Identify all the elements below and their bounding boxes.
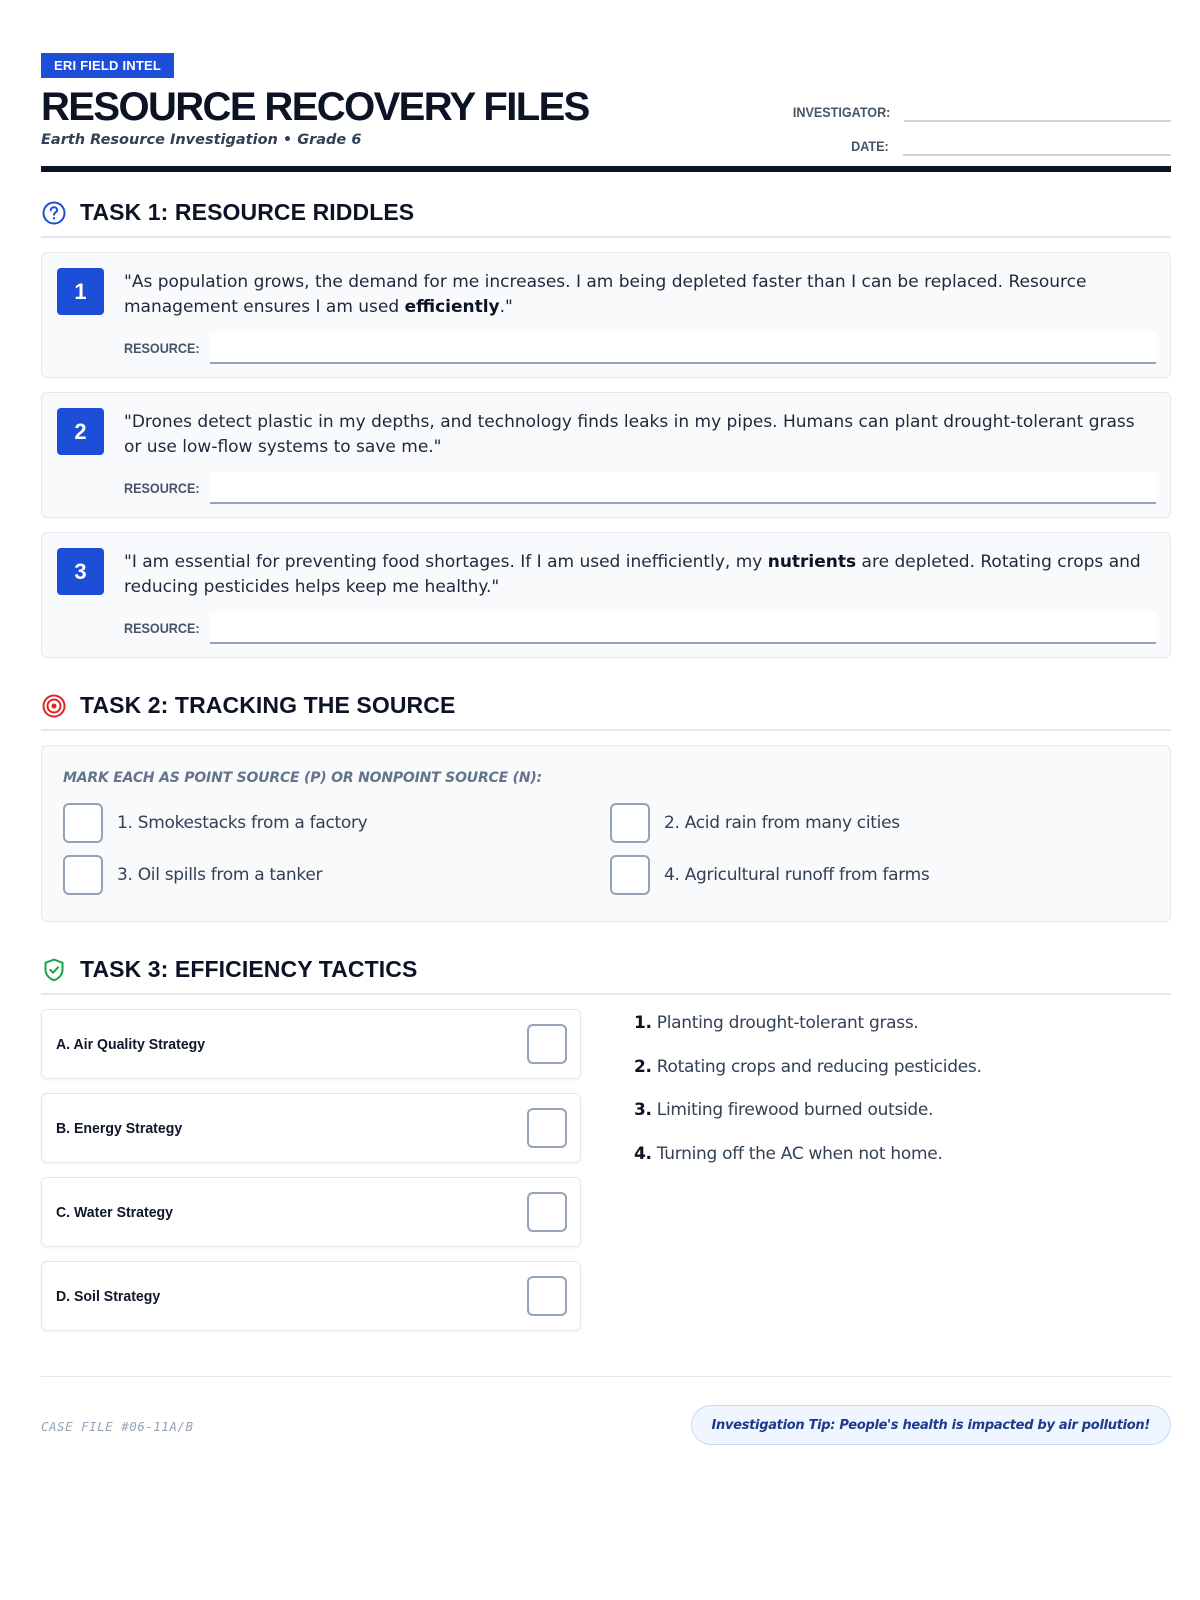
shield-check-icon: [41, 957, 67, 983]
source-label: 3. Oil spills from a tanker: [117, 865, 323, 885]
investigator-field[interactable]: [904, 102, 1171, 122]
title-block: [41, 84, 589, 148]
brand-tag: ERI FIELD INTEL: [41, 53, 174, 78]
strategy-label: C. Water Strategy: [56, 1203, 174, 1221]
source-checkbox-4[interactable]: [610, 855, 650, 895]
strategy-d: [41, 1261, 581, 1331]
title-divider: [41, 166, 1171, 172]
task2-title: TASK 2: TRACKING THE SOURCE: [80, 692, 456, 718]
source-item-4: [610, 855, 929, 895]
tactic-item: 4. Turning off the AC when not home.: [634, 1143, 943, 1164]
source-item-3: [63, 855, 322, 895]
resource-input-3[interactable]: [210, 612, 1156, 644]
page-title: RESOURCE RECOVERY FILES: [41, 85, 589, 129]
resource-row: [124, 332, 1156, 364]
source-checkbox-1[interactable]: [63, 803, 103, 843]
tactic-item: 2. Rotating crops and reducing pesticides.: [634, 1056, 982, 1077]
task3-header: [41, 956, 1171, 995]
case-file-number: CASE FILE #06-11A/B: [41, 1419, 194, 1434]
source-label: 4. Agricultural runoff from farms: [664, 865, 930, 885]
riddle-card-2: [41, 392, 1171, 518]
investigation-tip: Investigation Tip: People's health is impacted by air pollution!: [691, 1405, 1171, 1445]
strategy-answer-box-c[interactable]: [527, 1192, 567, 1232]
resource-input-2[interactable]: [210, 472, 1156, 504]
riddle-text: "As population grows, the demand for me increases. I am being depleted faster than I can be replaced. Resource management ensures I am used efficiently.": [124, 272, 1087, 317]
question-circle-icon: [41, 200, 67, 226]
riddle-number: 1: [57, 268, 104, 315]
strategy-label: A. Air Quality Strategy: [56, 1035, 206, 1053]
date-row: [782, 126, 1171, 160]
investigator-label: INVESTIGATOR:: [792, 104, 891, 120]
riddle-text: "Drones detect plastic in my depths, and technology finds leaks in my pipes. Humans can plant drought-tolerant grass or use low-flow systems to save me.": [124, 412, 1135, 457]
strategy-label: D. Soil Strategy: [56, 1287, 161, 1305]
page-subtitle: Earth Resource Investigation • Grade 6: [41, 132, 362, 148]
strategy-b: [41, 1093, 581, 1163]
riddle-text: "I am essential for preventing food shortages. If I am used inefficiently, my nutrients are depleted. Rotating crops and reducing pesticides helps keep me healthy.": [124, 552, 1141, 597]
strategy-answer-box-b[interactable]: [527, 1108, 567, 1148]
tactic-item: 1. Planting drought-tolerant grass.: [634, 1013, 919, 1033]
task2-header: [41, 692, 1171, 731]
strategy-a: [41, 1009, 581, 1079]
resource-row: [124, 612, 1156, 644]
meta-fields: [782, 92, 1171, 160]
resource-label: RESOURCE:: [124, 480, 200, 496]
source-checkbox-2[interactable]: [610, 803, 650, 843]
task2-instruction: MARK EACH AS POINT SOURCE (P) OR NONPOINT SOURCE (N):: [63, 770, 542, 786]
footer: [41, 1376, 1171, 1434]
riddle-number: 3: [57, 548, 104, 595]
task3-body: [41, 1009, 1171, 1349]
resource-label: RESOURCE:: [124, 340, 200, 356]
investigator-row: [782, 92, 1171, 126]
strategy-c: [41, 1177, 581, 1247]
riddle-number: 2: [57, 408, 104, 455]
source-item-2: [610, 803, 900, 843]
tactics-list: [634, 1013, 982, 1187]
header: [41, 84, 1171, 160]
worksheet-page: [41, 53, 1171, 1349]
target-icon: [41, 693, 67, 719]
task1-title: TASK 1: RESOURCE RIDDLES: [80, 199, 415, 225]
resource-row: [124, 472, 1156, 504]
strategy-answer-box-a[interactable]: [527, 1024, 567, 1064]
source-label: 2. Acid rain from many cities: [664, 813, 900, 833]
strategy-answer-box-d[interactable]: [527, 1276, 567, 1316]
task1-header: [41, 199, 1171, 238]
task3-title: TASK 3: EFFICIENCY TACTICS: [80, 956, 418, 982]
resource-label: RESOURCE:: [124, 620, 200, 636]
strategy-label: B. Energy Strategy: [56, 1119, 183, 1137]
date-field[interactable]: [903, 136, 1171, 156]
tactic-item: 3. Limiting firewood burned outside.: [634, 1100, 934, 1120]
source-item-1: [63, 803, 367, 843]
resource-input-1[interactable]: [210, 332, 1156, 364]
riddle-card-3: [41, 532, 1171, 658]
source-label: 1. Smokestacks from a factory: [117, 813, 368, 833]
source-checkbox-3[interactable]: [63, 855, 103, 895]
riddle-card-1: [41, 252, 1171, 378]
date-label: DATE:: [851, 138, 889, 154]
source-box: [41, 745, 1171, 922]
